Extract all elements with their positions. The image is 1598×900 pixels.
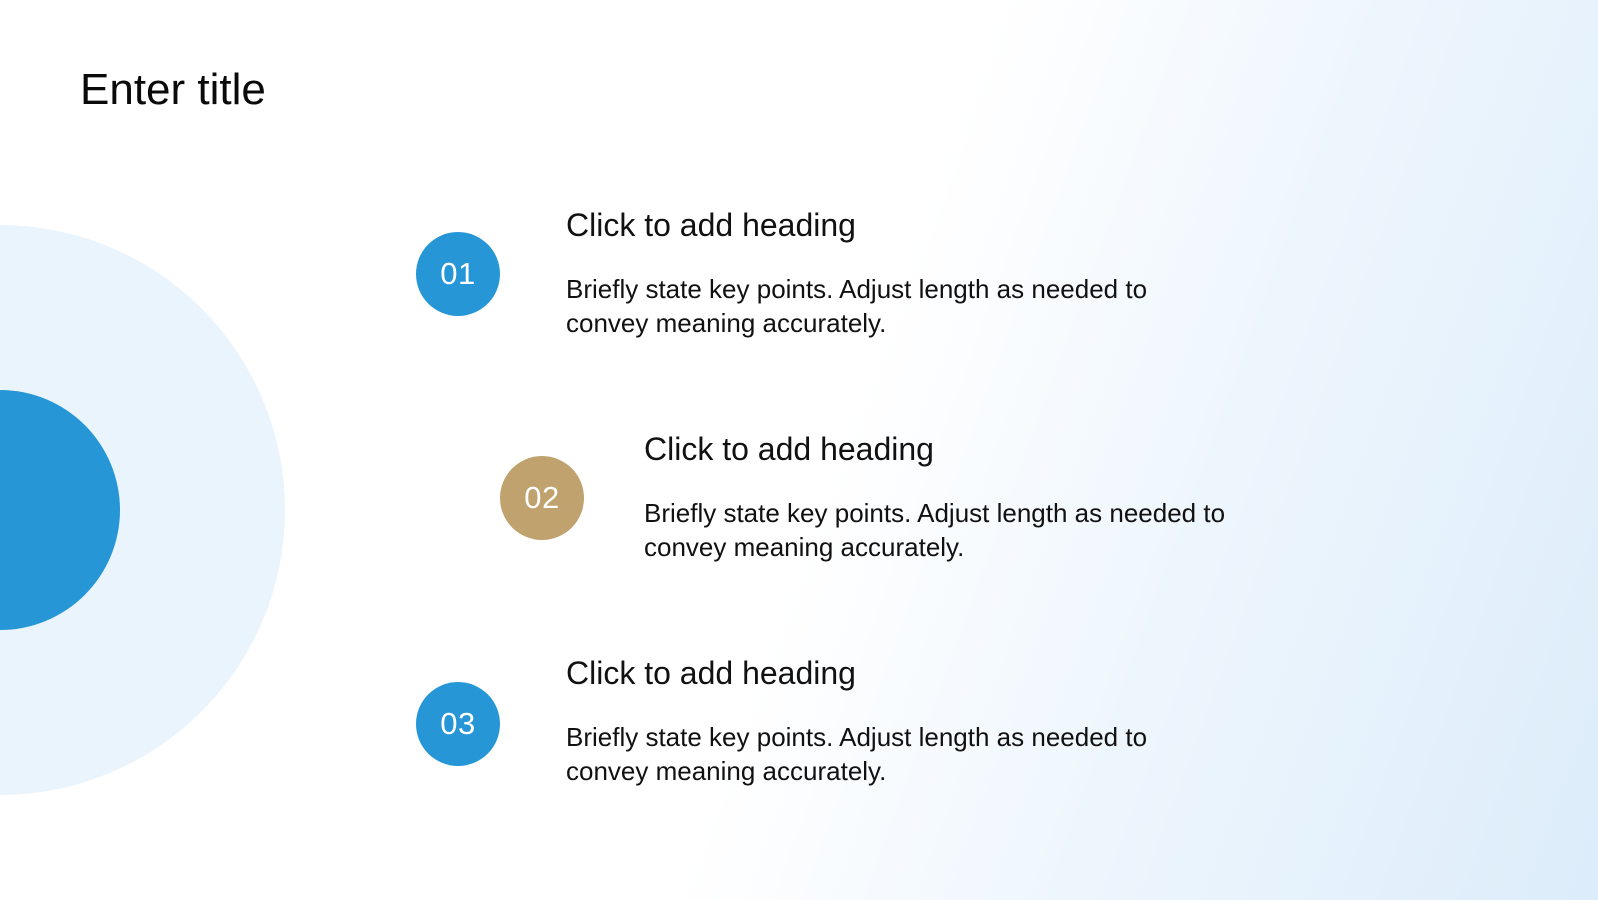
item-description[interactable]: Briefly state key points. Adjust length as needed to convey meaning accurately.: [566, 722, 1148, 786]
number-badge: 01: [416, 232, 500, 316]
number-badge: 03: [416, 682, 500, 766]
item-description[interactable]: Briefly state key points. Adjust length as needed to convey meaning accurately.: [566, 274, 1148, 338]
number-badge: 02: [500, 456, 584, 540]
slide-title[interactable]: Enter title: [80, 65, 266, 114]
item-heading[interactable]: Click to add heading: [566, 655, 856, 691]
item-description[interactable]: Briefly state key points. Adjust length as needed to convey meaning accurately.: [644, 498, 1226, 562]
item-heading[interactable]: Click to add heading: [644, 431, 934, 467]
item-heading[interactable]: Click to add heading: [566, 207, 856, 243]
